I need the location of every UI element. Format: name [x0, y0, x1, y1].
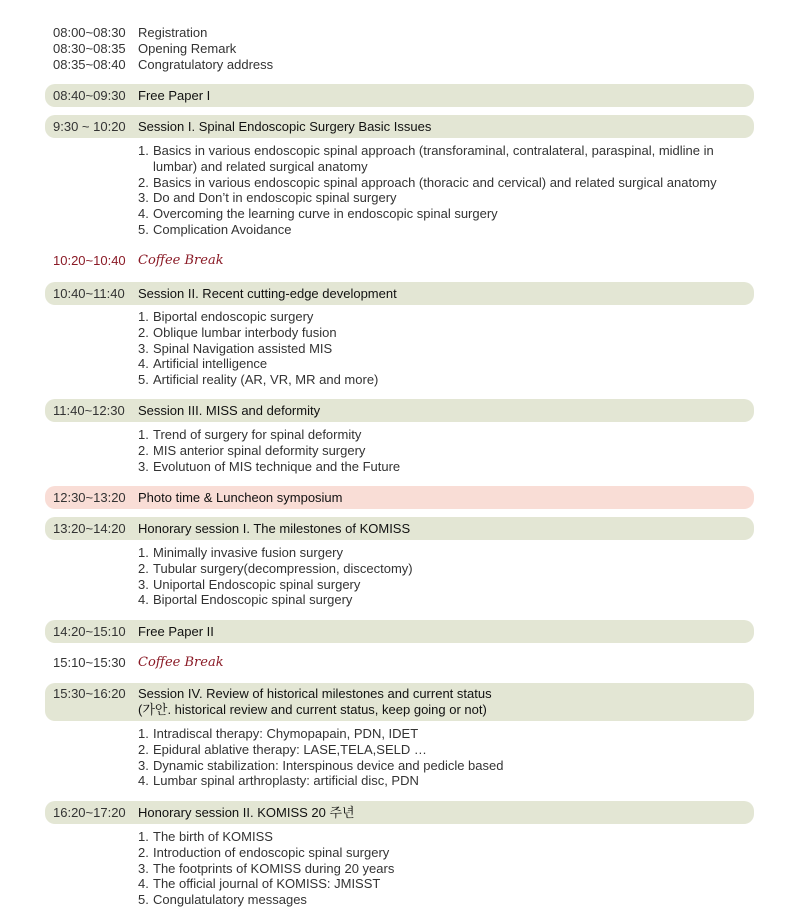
session-bar-session-1	[45, 115, 754, 138]
time-label: 16:20~17:20	[53, 805, 126, 820]
session-2-topics	[138, 309, 758, 388]
list-item: 1. The birth of KOMISS	[138, 829, 273, 844]
row-title: Opening Remark	[138, 41, 237, 56]
time-label: 9:30 ~ 10:20	[53, 119, 126, 134]
time-label: 10:20~10:40	[53, 253, 126, 268]
session-title: Honorary session I. The milestones of KOMISS	[138, 521, 411, 536]
list-item: 2. Basics in various endoscopic spinal approach (thoracic and cervical) and related surgical anatomy	[138, 174, 717, 190]
session-bar-free-paper-1	[45, 84, 754, 107]
coffee-break-label: Coffee Break	[138, 253, 224, 268]
row-title: Registration	[138, 25, 208, 40]
coffee-break-label: Coffee Break	[138, 655, 224, 670]
schedule-row	[45, 41, 754, 57]
session-bar-luncheon	[45, 486, 754, 509]
row-title: Congratulatory address	[138, 57, 274, 72]
list-item: 1. Intradiscal therapy: Chymopapain, PDN, IDET	[138, 726, 419, 741]
schedule-row	[45, 25, 754, 41]
list-item: 3. The footprints of KOMISS during 20 years	[138, 860, 395, 876]
time-label: 13:20~14:20	[53, 521, 126, 536]
session-title-line-2: (가안. historical review and current status, keep going or not)	[138, 702, 487, 717]
list-item: 4. Lumbar spinal arthroplasty: artificial disc, PDN	[138, 773, 419, 789]
session-bar-free-paper-2	[45, 620, 754, 643]
list-item: 1. Minimally invasive fusion surgery	[138, 545, 344, 560]
list-item: 1. Biportal endoscopic surgery	[138, 309, 314, 324]
time-label: 08:35~08:40	[53, 57, 126, 72]
time-label: 11:40~12:30	[53, 403, 125, 418]
session-title: Photo time & Luncheon symposium	[138, 490, 343, 505]
list-item: 3. Spinal Navigation assisted MIS	[138, 340, 333, 356]
list-item: 5. Congulatulatory messages	[138, 892, 307, 908]
session-bar-honorary-1	[45, 517, 754, 540]
list-item: 4. Artificial intelligence	[138, 356, 268, 372]
list-item: 2. MIS anterior spinal deformity surgery	[138, 442, 366, 458]
session-title	[138, 686, 492, 718]
list-item: 2. Epidural ablative therapy: LASE,TELA,SELD …	[138, 741, 427, 757]
session-bar-session-2	[45, 282, 754, 305]
session-4-topics	[138, 726, 758, 789]
list-item: 5. Artificial reality (AR, VR, MR and more)	[138, 372, 379, 388]
schedule-row	[45, 57, 754, 73]
coffee-break-row	[45, 653, 754, 673]
session-title: Session I. Spinal Endoscopic Surgery Basic Issues	[138, 119, 432, 134]
honorary-2-topics	[138, 829, 758, 908]
list-item: 5. Complication Avoidance	[138, 221, 292, 237]
session-1-topics	[138, 143, 758, 238]
list-item: 4. Biportal Endoscopic spinal surgery	[138, 592, 353, 608]
time-label: 08:30~08:35	[53, 41, 126, 56]
list-item: 2. Introduction of endoscopic spinal surgery	[138, 844, 390, 860]
coffee-break-row	[45, 251, 754, 271]
list-item: 3. Uniportal Endoscopic spinal surgery	[138, 576, 361, 592]
time-label: 14:20~15:10	[53, 624, 126, 639]
time-label: 08:40~09:30	[53, 88, 126, 103]
time-label: 15:30~16:20	[53, 686, 126, 701]
list-item: 3. Evolutuon of MIS technique and the Future	[138, 458, 401, 474]
session-bar-session-4	[45, 683, 754, 721]
list-item: 2. Oblique lumbar interbody fusion	[138, 324, 337, 340]
list-item: 2. Tubular surgery(decompression, discectomy)	[138, 560, 413, 576]
list-item: 4. The official journal of KOMISS: JMISST	[138, 876, 381, 892]
session-title: Session II. Recent cutting-edge development	[138, 286, 397, 301]
session-title: Honorary session II. KOMISS 20 주년	[138, 805, 355, 820]
session-3-topics	[138, 427, 758, 474]
honorary-1-topics	[138, 545, 758, 608]
session-title-line-1: Session IV. Review of historical milestones and current status	[138, 686, 492, 701]
session-title: Free Paper I	[138, 88, 211, 103]
session-bar-honorary-2	[45, 801, 754, 824]
list-item: 1. Trend of surgery for spinal deformity	[138, 427, 362, 442]
time-label: 12:30~13:20	[53, 490, 126, 505]
time-label: 15:10~15:30	[53, 655, 126, 670]
time-label: 08:00~08:30	[53, 25, 126, 40]
list-item: 3. Do and Don’t in endoscopic spinal surgery	[138, 190, 397, 206]
list-item: 1. Basics in various endoscopic spinal approach (transforaminal, contralateral, paraspinal, midline in lumbar) and related surgical anatomy	[138, 143, 714, 174]
time-label: 10:40~11:40	[53, 286, 125, 301]
session-title: Free Paper II	[138, 624, 214, 639]
session-title: Session III. MISS and deformity	[138, 403, 321, 418]
session-bar-session-3	[45, 399, 754, 422]
list-item: 3. Dynamic stabilization: Interspinous device and pedicle based	[138, 757, 504, 773]
list-item: 4. Overcoming the learning curve in endoscopic spinal surgery	[138, 206, 498, 222]
